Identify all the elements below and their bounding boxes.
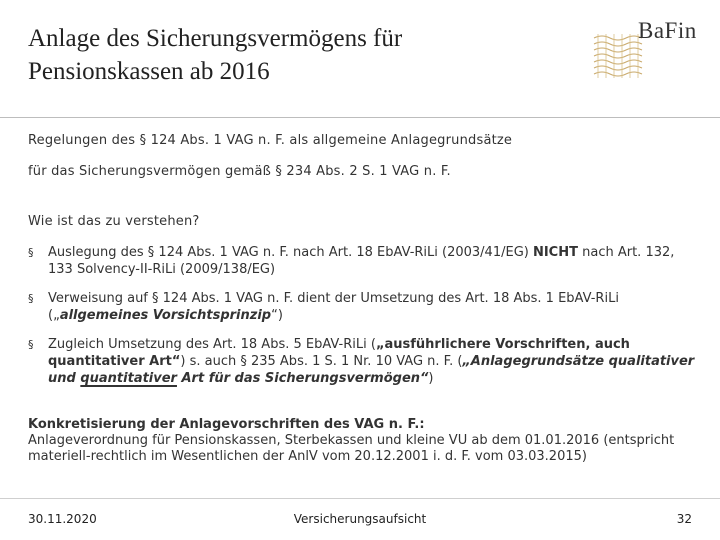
bullet-marker: § [28, 338, 34, 351]
bullet-emphasis: Art für das Sicherungsvermögen“ [176, 371, 429, 386]
slide-title [28, 22, 548, 88]
footer-title: Versicherungsaufsicht [293, 512, 427, 526]
bafin-logo-text: BaFin [638, 18, 697, 43]
footer-divider [0, 498, 720, 499]
bullet-marker: § [28, 246, 34, 259]
bullet-text: nach Art. 132, 133 Solvency-II-RiLi (2009/138/EG) [48, 245, 675, 277]
intro-line-2: für das Sicherungsvermögen gemäß § 234 Abs. 2 S. 1 VAG n. F. [28, 164, 451, 179]
bafin-logo [592, 18, 710, 82]
bullet-item [28, 336, 698, 387]
intro-line-1: Regelungen des § 124 Abs. 1 VAG n. F. als allgemeine Anlagegrundsätze [28, 133, 513, 148]
bullet-text: “) [271, 308, 283, 323]
bullet-list [28, 244, 698, 399]
bullet-emphasis-underlined: quantitativer [80, 371, 177, 386]
konkretisierung-heading: Konkretisierung der Anlagevorschriften des VAG n. F.: [28, 417, 425, 432]
bullet-emphasis: allgemeines Vorsichtsprinzip [59, 308, 272, 323]
footer-date: 30.11.2020 [28, 512, 97, 526]
bullet-text: Auslegung des § 124 Abs. 1 VAG n. F. nach Art. 18 EbAV-RiLi (2003/41/EG) [48, 245, 533, 260]
header-divider [0, 117, 720, 118]
bullet-text: Verweisung auf § 124 Abs. 1 VAG n. F. dient der Umsetzung des Art. 18 Abs. 1 EbAV-RiLi („ [48, 291, 619, 323]
bullet-text: ) [428, 371, 434, 386]
slide-title-line-1: Anlage des Sicherungsvermögens für [28, 25, 403, 52]
bullet-emphasis: „ausführlichere Vorschriften, auch quantitativer Art“ [48, 337, 630, 369]
bullet-text: ) s. auch § 235 Abs. 1 S. 1 Nr. 10 VAG n. F. ( [180, 354, 463, 369]
konkretisierung-text: Anlageverordnung für Pensionskassen, Sterbekassen und kleine VU ab dem 01.01.2016 (entspricht materiell-rechtlich im Wesentlichen der AnlV vom 20.12.2001 i. d. F. vom 03.03.2015) [28, 433, 675, 464]
bullet-marker: § [28, 292, 34, 305]
bullet-item [28, 290, 698, 324]
konkretisierung-block [28, 417, 698, 465]
bullet-item [28, 244, 698, 278]
bullet-emphasis: „Anlagegrundsätze qualitativer und [48, 354, 695, 386]
question-heading: Wie ist das zu verstehen? [28, 214, 200, 229]
slide-title-line-2: Pensionskassen ab 2016 [28, 58, 270, 85]
bullet-emphasis: NICHT [532, 245, 578, 260]
page-number: 32 [676, 512, 692, 526]
bullet-text: Zugleich Umsetzung des Art. 18 Abs. 5 EbAV-RiLi ( [48, 337, 376, 352]
